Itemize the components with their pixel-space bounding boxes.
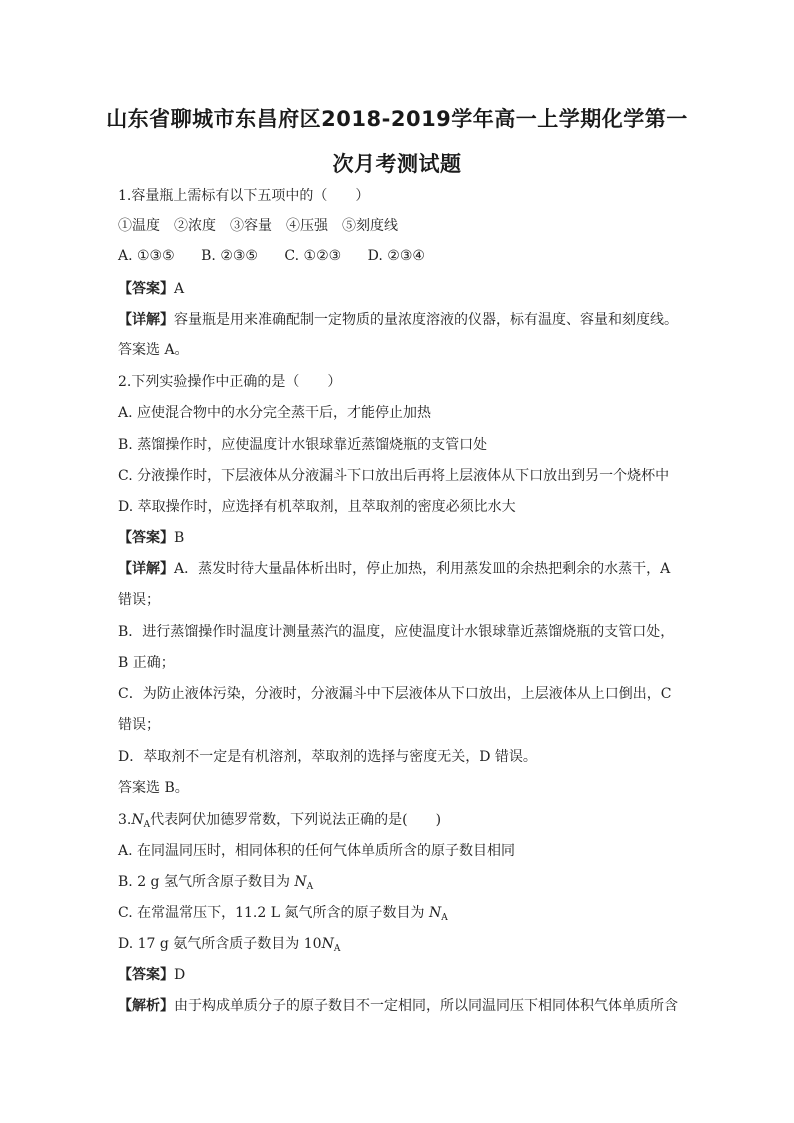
q2-detail-tag: 【详解】 <box>118 561 174 577</box>
q3-option-b <box>118 872 684 892</box>
q3-option-d-na-sub: A <box>333 944 341 954</box>
q1-stem: 1.容量瓶上需标有以下五项中的（ ） <box>118 188 370 204</box>
q3-number: 3. <box>118 812 132 828</box>
q1-option-a: A. ①③⑤ <box>118 248 175 264</box>
q1-option-d: D. ②③④ <box>367 248 425 264</box>
q2-detail-c-line2: 错误； <box>118 717 160 733</box>
q1-conclusion: 答案选 A。 <box>118 342 189 358</box>
q2-option-d: D. 萃取操作时，应选择有机萃取剂，且萃取剂的密度必须比水大 <box>118 499 516 515</box>
q1-options <box>118 246 684 266</box>
q2-detail-b-line1: B．进行蒸馏操作时温度计测量蒸汽的温度，应使温度计水银球靠近蒸馏烧瓶的支管口处， <box>118 624 675 640</box>
q3-option-c-na-sub: A <box>441 913 448 923</box>
q3-option-d-text: D. 17 g 氨气所含质子数目为 10 <box>118 936 322 952</box>
q1-answer-value: A <box>174 281 185 297</box>
q1-answer-tag: 【答案】 <box>118 281 174 297</box>
document-title-line1: 山东省聊城市东昌府区2018-2019学年高一上学期化学第一 <box>106 107 688 131</box>
q1-items: ①温度 ②浓度 ③容量 ④压强 ⑤刻度线 <box>118 218 398 234</box>
document-title-line2: 次月考测试题 <box>332 152 462 176</box>
q2-detail-d: D．萃取剂不一定是有机溶剂，萃取剂的选择与密度无关，D 错误。 <box>118 749 537 765</box>
q3-stem <box>118 810 684 830</box>
q3-analysis-text: 由于构成单质分子的原子数目不一定相同，所以同温同压下相同体积气体单质所含 <box>174 998 678 1014</box>
q3-option-d <box>118 934 684 954</box>
q1-option-c: C. ①②③ <box>284 248 342 264</box>
q2-detail-a-line2: 错误； <box>118 592 160 608</box>
q3-option-b-na-sub: A <box>306 882 314 892</box>
q1-detail-tag: 【详解】 <box>118 312 174 328</box>
q3-analysis <box>118 996 684 1016</box>
q2-option-c: C. 分液操作时，下层液体从分液漏斗下口放出后再将上层液体从下口放出到另一个烧杯中 <box>118 468 670 484</box>
q2-detail-a-text: A．蒸发时待大量晶体析出时，停止加热，利用蒸发皿的余热把剩余的水蒸干，A <box>174 561 671 577</box>
q3-analysis-tag: 【解析】 <box>118 998 174 1014</box>
q3-option-b-text: B. 2 g 氢气所含原子数目为 <box>118 874 295 890</box>
q2-option-b: B. 蒸馏操作时，应使温度计水银球靠近蒸馏烧瓶的支管口处 <box>118 437 488 453</box>
q3-option-d-na: N <box>321 936 334 952</box>
q1-detail <box>118 310 684 330</box>
q1-option-b: B. ②③⑤ <box>201 248 258 264</box>
q3-option-c-na: N <box>428 905 442 921</box>
q3-answer-value: D <box>174 967 186 983</box>
q1-detail-text: 容量瓶是用来准确配制一定物质的量浓度溶液的仪器，标有温度、容量和刻度线。 <box>174 312 678 328</box>
q2-detail-a-line1 <box>118 559 684 579</box>
q3-na-subscript: A <box>143 820 151 830</box>
q3-answer-tag: 【答案】 <box>118 967 174 983</box>
q3-option-c <box>118 903 684 923</box>
q2-stem: 2.下列实验操作中正确的是（ ） <box>118 374 342 390</box>
q3-option-a: A. 在同温同压时，相同体积的任何气体单质所含的原子数目相同 <box>118 843 516 859</box>
q3-option-b-na: N <box>294 874 307 890</box>
q1-answer <box>118 279 684 299</box>
q2-detail-c-line1: C．为防止液体污染，分液时，分液漏斗中下层液体从下口放出，上层液体从上口倒出，C <box>118 686 672 702</box>
q2-answer-tag: 【答案】 <box>118 530 174 546</box>
q3-na-symbol: N <box>131 812 144 828</box>
q3-answer <box>118 965 684 985</box>
q2-answer <box>118 528 684 548</box>
q2-option-a: A. 应使混合物中的水分完全蒸干后，才能停止加热 <box>118 405 432 421</box>
q2-detail-b-line2: B 正确； <box>118 655 175 671</box>
q3-stem-text: 代表阿伏加德罗常数，下列说法正确的是( ) <box>150 812 442 828</box>
q2-conclusion: 答案选 B。 <box>118 780 189 796</box>
q3-option-c-text: C. 在常温常压下，11.2 L 氮气所含的原子数目为 <box>118 905 429 921</box>
q2-answer-value: B <box>174 530 185 546</box>
